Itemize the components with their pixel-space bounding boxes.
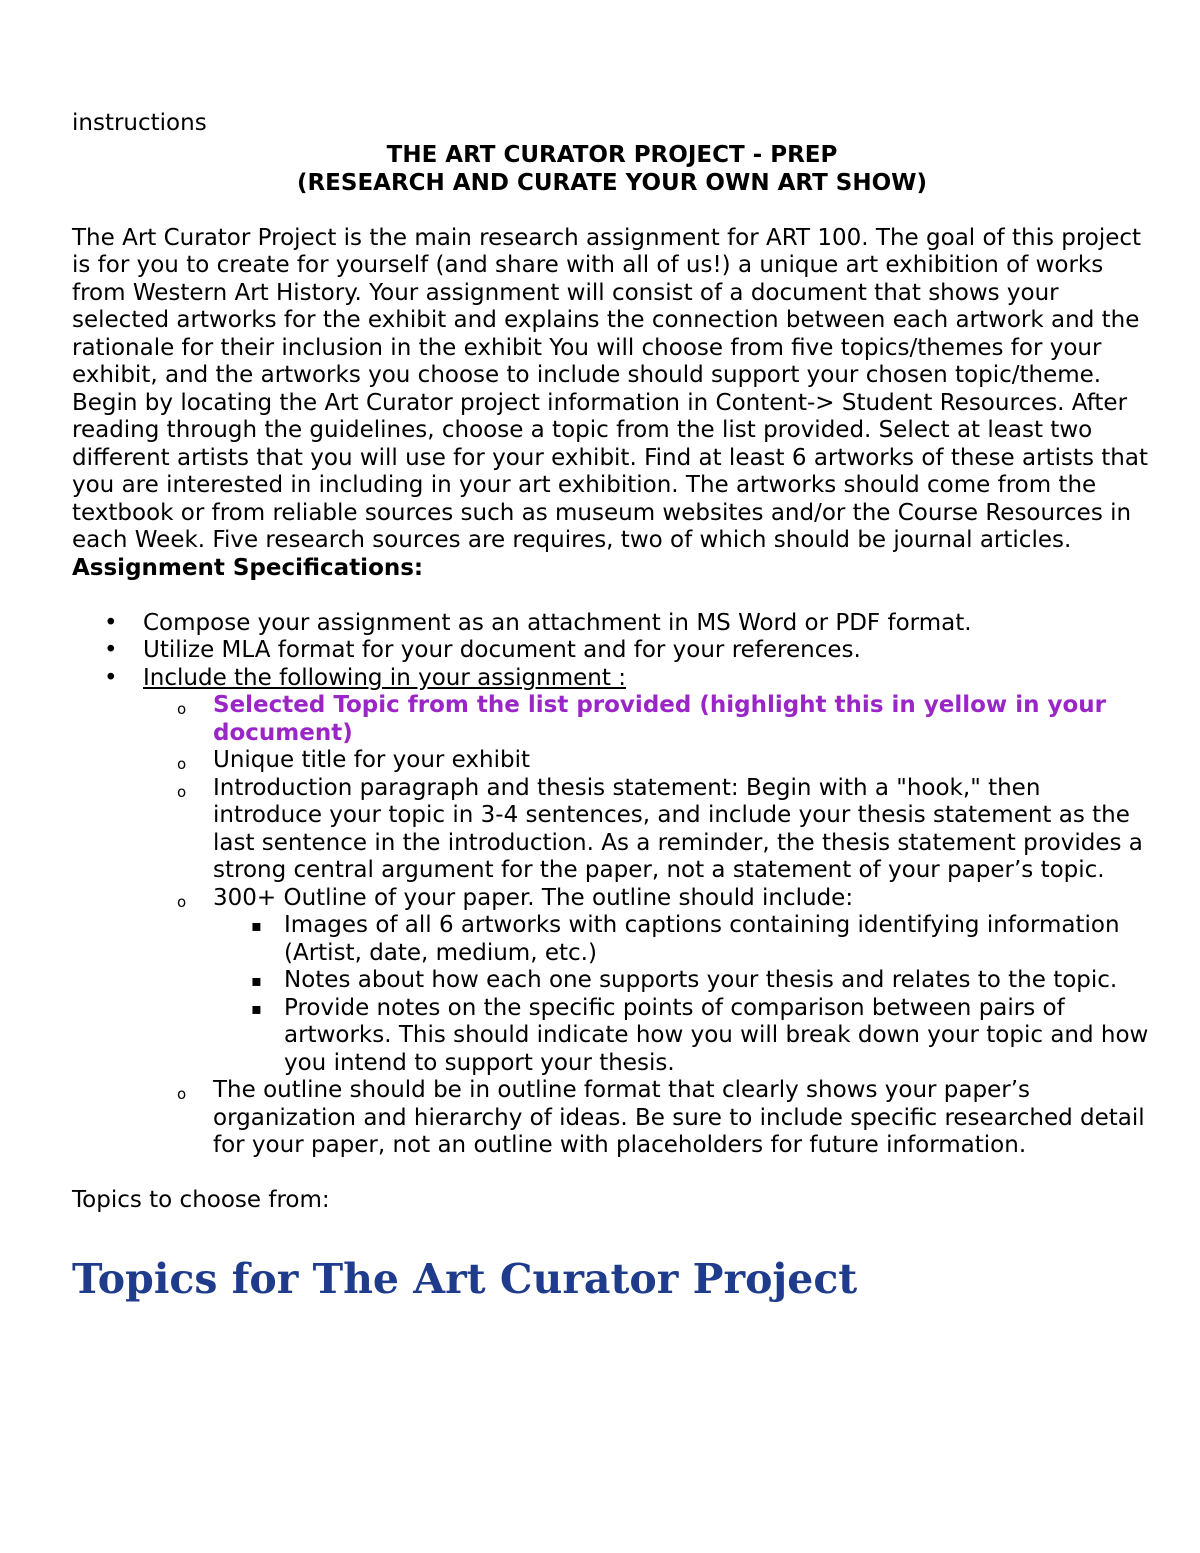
outline-images-item: Images of all 6 artworks with captions containing identifying information (Artist, date, medium, etc.) [284, 912, 1120, 966]
square-bullet-icon: ▪ [251, 971, 262, 990]
outline-sublist [213, 912, 1152, 1077]
list-item [213, 967, 1152, 995]
circle-bullet-icon: o [177, 1085, 187, 1103]
outline-item: 300+ Outline of your paper. The outline should include: [213, 884, 854, 911]
list-item [213, 995, 1152, 1078]
outline-format-item: The outline should be in outline format that clearly shows your paper’s organization and hierarchy of ideas. Be sure to include specific researched detail for your paper, not an outline with placeholders for future information. [213, 1077, 1145, 1158]
list-item [143, 885, 1152, 1078]
list-item [72, 610, 1152, 638]
assignment-specifications-heading: Assignment Specifications: [72, 554, 424, 581]
list-item [72, 637, 1152, 665]
bullet-icon: • [104, 664, 118, 691]
title-line-2: (RESEARCH AND CURATE YOUR OWN ART SHOW) [296, 169, 928, 196]
list-item [143, 747, 1152, 775]
begin-paragraph: Begin by locating the Art Curator project information in Content-> Student Resources. After reading through the guidelines, choose a topic from the list provided. Select at least two different artists that you will use for your exhibit. Find at least 6 artworks of these artists that you are interested in including in your art exhibition. The artworks should come from the textbook or from reliable sources such as museum websites and/or the Course Resources in each Week. Five research sources are requires, two of which should be journal articles. [72, 389, 1148, 553]
spec-item-mla: Utilize MLA format for your document and for your references. [143, 637, 861, 663]
introduction-item: Introduction paragraph and thesis statement: Begin with a "hook," then introduce your topic in 3-4 sentences, and include your thesis statement as the last sentence in the introduction. As a reminder, the thesis statement provides a strong central argument for the paper, not a statement of your paper’s topic. [213, 774, 1143, 883]
spacer [72, 197, 1152, 225]
spec-item-include: Include the following in your assignment : [143, 664, 626, 691]
circle-bullet-icon: o [177, 892, 187, 911]
circle-bullet-icon: o [177, 782, 187, 801]
instructions-label: instructions [72, 110, 207, 136]
circle-bullet-icon: o [177, 755, 187, 773]
list-item [143, 692, 1152, 747]
outline-notes-item: Notes about how each one supports your thesis and relates to the topic. [284, 967, 1118, 993]
list-item [213, 912, 1152, 967]
square-bullet-icon: ▪ [251, 916, 262, 935]
bullet-icon: • [104, 609, 118, 636]
title-line-1: THE ART CURATOR PROJECT - PREP [386, 142, 838, 168]
document-title [72, 142, 1152, 197]
include-sublist [72, 692, 1152, 1160]
outline-comparison-item: Provide notes on the specific points of comparison between pairs of artworks. This should indicate how you will break down your topic and how you intend to support your thesis. [284, 994, 1149, 1076]
specifications-list [72, 610, 1152, 693]
bullet-icon: • [104, 637, 118, 663]
selected-topic-item: Selected Topic from the list provided (highlight this in yellow in your document) [213, 692, 1106, 746]
intro-paragraph: The Art Curator Project is the main research assignment for ART 100. The goal of this project is for you to create for yourself (and share with all of us!) a unique art exhibition of works from Western Art History. Your assignment will consist of a document that shows your selected artworks for the exhibit and explains the connection between each artwork and the rationale for their inclusion in the exhibit You will choose from five topics/themes for your exhibit, and the artworks you choose to include should support your chosen topic/theme. [72, 224, 1142, 388]
circle-bullet-icon: o [177, 700, 187, 718]
list-item [143, 1077, 1152, 1160]
topics-label: Topics to choose from: [72, 1187, 330, 1213]
document-page [72, 110, 1152, 1303]
unique-title-item: Unique title for your exhibit [213, 747, 531, 773]
spec-item-format: Compose your assignment as an attachment in MS Word or PDF format. [143, 609, 972, 636]
list-item [72, 665, 1152, 693]
topics-heading: Topics for The Art Curator Project [72, 1254, 858, 1303]
list-item [143, 775, 1152, 885]
square-bullet-icon: ▪ [251, 998, 262, 1018]
